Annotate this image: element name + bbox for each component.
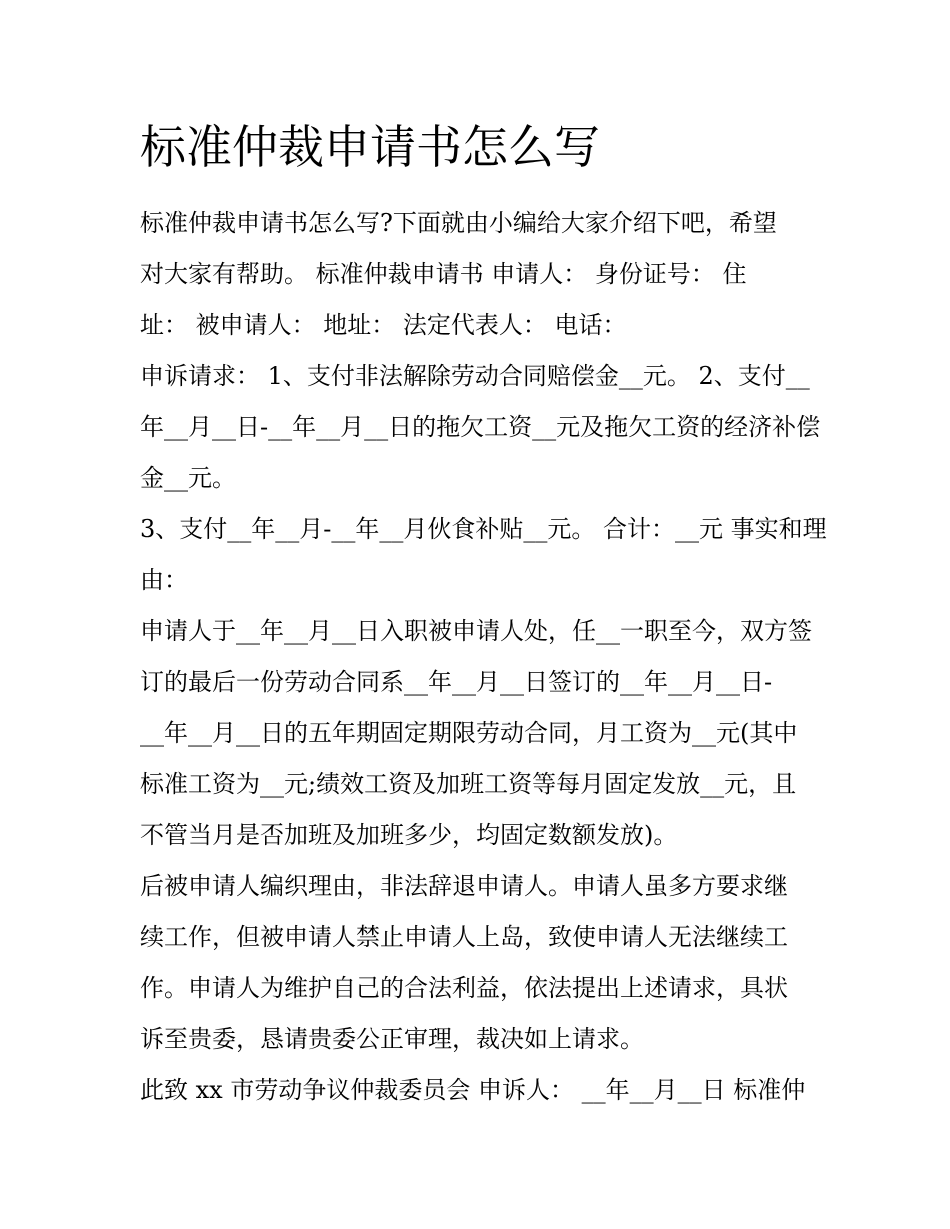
- body-line-9: 申请人于__年__月__日入职被申请人处，任__一职至今，双方签: [140, 617, 812, 645]
- body-line-3: 址： 被申请人： 地址： 法定代表人： 电话：: [140, 311, 627, 339]
- body-line-14: 后被申请人编织理由，非法辞退申请人。申请人虽多方要求继: [140, 872, 788, 900]
- body-line-10: 订的最后一份劳动合同系__年__月__日签订的__年__月__日-: [140, 668, 773, 696]
- body-line-5: 年__月__日-__年__月__日的拖欠工资__元及拖欠工资的经济补偿: [140, 413, 821, 441]
- body-line-15: 续工作，但被申请人禁止申请人上岛，致使申请人无法继续工: [140, 923, 788, 951]
- document-title: 标准仲裁申请书怎么写: [140, 120, 600, 174]
- body-line-18: 此致 xx 市劳动争议仲裁委员会 申诉人： __年__月__日 标准仲: [140, 1076, 806, 1104]
- body-line-6: 金__元。: [140, 464, 236, 492]
- body-line-11: __年__月__日的五年期固定期限劳动合同，月工资为__元(其中: [140, 719, 798, 747]
- body-line-4: 申诉请求： 1、支付非法解除劳动合同赔偿金__元。 2、支付__: [140, 362, 810, 390]
- body-line-1: 标准仲裁申请书怎么写?下面就由小编给大家介绍下吧，希望: [140, 209, 777, 237]
- body-line-2: 对大家有帮助。 标准仲裁申请书 申请人： 身份证号： 住: [140, 260, 747, 288]
- body-line-17: 诉至贵委，恳请贵委公正审理，裁决如上请求。: [140, 1025, 644, 1053]
- body-line-16: 作。申请人为维护自己的合法利益，依法提出上述请求，具状: [140, 974, 788, 1002]
- body-line-8: 由：: [140, 566, 188, 594]
- body-line-12: 标准工资为__元;绩效工资及加班工资等每月固定发放__元，且: [140, 770, 797, 798]
- body-line-13: 不管当月是否加班及加班多少，均固定数额发放)。: [140, 821, 678, 849]
- body-line-7: 3、支付__年__月-__年__月伙食补贴__元。 合计：__元 事实和理: [140, 515, 827, 543]
